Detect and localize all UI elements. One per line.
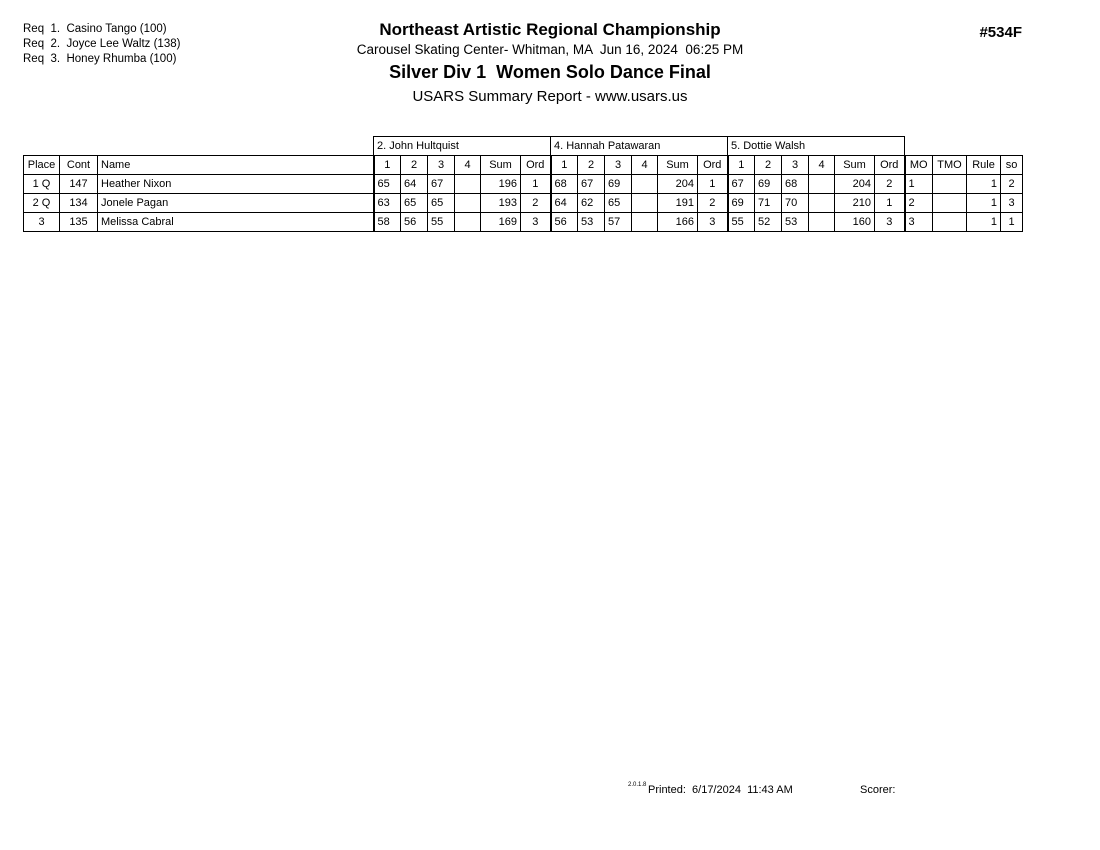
score-cell: 62 — [578, 194, 605, 213]
req-line: Req 3. Honey Rhumba (100) — [23, 53, 177, 65]
column-header: Ord — [698, 156, 728, 175]
score-cell — [632, 175, 658, 194]
score-cell: 65 — [401, 194, 428, 213]
sum-cell: 204 — [658, 175, 698, 194]
tmo-cell — [933, 194, 967, 213]
ord-cell: 2 — [875, 175, 905, 194]
ord-cell: 2 — [521, 194, 551, 213]
score-cell: 67 — [578, 175, 605, 194]
score-cell — [632, 194, 658, 213]
score-cell: 69 — [605, 175, 632, 194]
column-header: 4 — [809, 156, 835, 175]
score-cell: 67 — [728, 175, 755, 194]
column-header: 1 — [374, 156, 401, 175]
sum-cell: 210 — [835, 194, 875, 213]
score-cell: 57 — [605, 213, 632, 232]
sum-cell: 166 — [658, 213, 698, 232]
ord-cell: 3 — [875, 213, 905, 232]
column-header: 4 — [632, 156, 658, 175]
column-header: 1 — [551, 156, 578, 175]
column-header: 2 — [401, 156, 428, 175]
score-cell: 63 — [374, 194, 401, 213]
score-cell: 69 — [728, 194, 755, 213]
event-title: Silver Div 1 Women Solo Dance Final — [389, 62, 711, 82]
judges-row — [24, 137, 1023, 156]
column-header: Sum — [481, 156, 521, 175]
name-cell: Heather Nixon — [98, 175, 374, 194]
score-cell: 58 — [374, 213, 401, 232]
score-cell: 55 — [428, 213, 455, 232]
table-row — [24, 194, 1023, 213]
cont-cell: 147 — [60, 175, 98, 194]
column-header: Ord — [875, 156, 905, 175]
score-cell: 65 — [605, 194, 632, 213]
score-cell: 70 — [782, 194, 809, 213]
column-header: 1 — [728, 156, 755, 175]
championship-title: Northeast Artistic Regional Championship — [379, 20, 721, 39]
cont-cell: 135 — [60, 213, 98, 232]
score-cell: 68 — [782, 175, 809, 194]
score-cell — [455, 175, 481, 194]
score-cell: 53 — [578, 213, 605, 232]
rule-cell: 1 — [967, 194, 1001, 213]
ord-cell: 1 — [521, 175, 551, 194]
column-header: Ord — [521, 156, 551, 175]
ord-cell: 3 — [698, 213, 728, 232]
place-cell: 2 Q — [24, 194, 60, 213]
req-line: Req 1. Casino Tango (100) — [23, 23, 167, 35]
sum-cell: 169 — [481, 213, 521, 232]
table-row — [24, 175, 1023, 194]
judge-header: 5. Dottie Walsh — [728, 137, 905, 156]
ord-cell: 1 — [875, 194, 905, 213]
score-cell: 56 — [551, 213, 578, 232]
column-header: so — [1001, 156, 1023, 175]
report-title: USARS Summary Report - www.usars.us — [412, 88, 688, 105]
score-cell: 65 — [428, 194, 455, 213]
print-version-mark: 2.0.1.8 — [628, 782, 647, 788]
column-header: 2 — [578, 156, 605, 175]
score-cell — [455, 194, 481, 213]
score-cell: 69 — [755, 175, 782, 194]
table-row — [24, 213, 1023, 232]
column-header: 3 — [605, 156, 632, 175]
column-header: Place — [24, 156, 60, 175]
name-cell: Melissa Cabral — [98, 213, 374, 232]
header-row — [24, 156, 1023, 175]
ord-cell: 2 — [698, 194, 728, 213]
tmo-cell — [933, 213, 967, 232]
score-cell: 71 — [755, 194, 782, 213]
column-header: Cont — [60, 156, 98, 175]
score-cell: 55 — [728, 213, 755, 232]
column-header: 3 — [782, 156, 809, 175]
score-cell — [455, 213, 481, 232]
score-cell — [809, 213, 835, 232]
place-cell: 3 — [24, 213, 60, 232]
spacer-cell — [905, 137, 1023, 156]
report-header — [0, 20, 1100, 106]
results-table — [23, 136, 1023, 232]
judge-header: 2. John Hultquist — [374, 137, 551, 156]
score-cell: 64 — [401, 175, 428, 194]
mo-cell: 1 — [905, 175, 933, 194]
score-cell: 68 — [551, 175, 578, 194]
ord-cell: 3 — [521, 213, 551, 232]
sum-cell: 204 — [835, 175, 875, 194]
so-cell: 1 — [1001, 213, 1023, 232]
cont-cell: 134 — [60, 194, 98, 213]
column-header: MO — [905, 156, 933, 175]
page-footer — [0, 782, 1100, 798]
column-header: Name — [98, 156, 374, 175]
tmo-cell — [933, 175, 967, 194]
sum-cell: 196 — [481, 175, 521, 194]
ord-cell: 1 — [698, 175, 728, 194]
mo-cell: 3 — [905, 213, 933, 232]
name-cell: Jonele Pagan — [98, 194, 374, 213]
rule-cell: 1 — [967, 213, 1001, 232]
score-cell: 65 — [374, 175, 401, 194]
rule-cell: 1 — [967, 175, 1001, 194]
so-cell: 3 — [1001, 194, 1023, 213]
score-cell: 64 — [551, 194, 578, 213]
event-number: #534F — [979, 24, 1022, 41]
score-cell: 53 — [782, 213, 809, 232]
column-header: 2 — [755, 156, 782, 175]
scorer-label: Scorer: — [860, 784, 896, 796]
sum-cell: 193 — [481, 194, 521, 213]
req-line: Req 2. Joyce Lee Waltz (138) — [23, 38, 181, 50]
column-header: Sum — [658, 156, 698, 175]
column-header: Rule — [967, 156, 1001, 175]
column-header: 3 — [428, 156, 455, 175]
judge-header: 4. Hannah Patawaran — [551, 137, 728, 156]
score-cell — [809, 194, 835, 213]
venue-date-line: Carousel Skating Center- Whitman, MA Jun 16, 2024 06:25 PM — [356, 42, 744, 57]
column-header: 4 — [455, 156, 481, 175]
place-cell: 1 Q — [24, 175, 60, 194]
score-cell: 67 — [428, 175, 455, 194]
spacer-cell — [24, 137, 374, 156]
column-header: Sum — [835, 156, 875, 175]
score-cell — [809, 175, 835, 194]
sum-cell: 191 — [658, 194, 698, 213]
so-cell: 2 — [1001, 175, 1023, 194]
printed-timestamp: Printed: 6/17/2024 11:43 AM — [648, 784, 793, 796]
column-header: TMO — [933, 156, 967, 175]
mo-cell: 2 — [905, 194, 933, 213]
score-cell — [632, 213, 658, 232]
score-cell: 56 — [401, 213, 428, 232]
sum-cell: 160 — [835, 213, 875, 232]
score-cell: 52 — [755, 213, 782, 232]
